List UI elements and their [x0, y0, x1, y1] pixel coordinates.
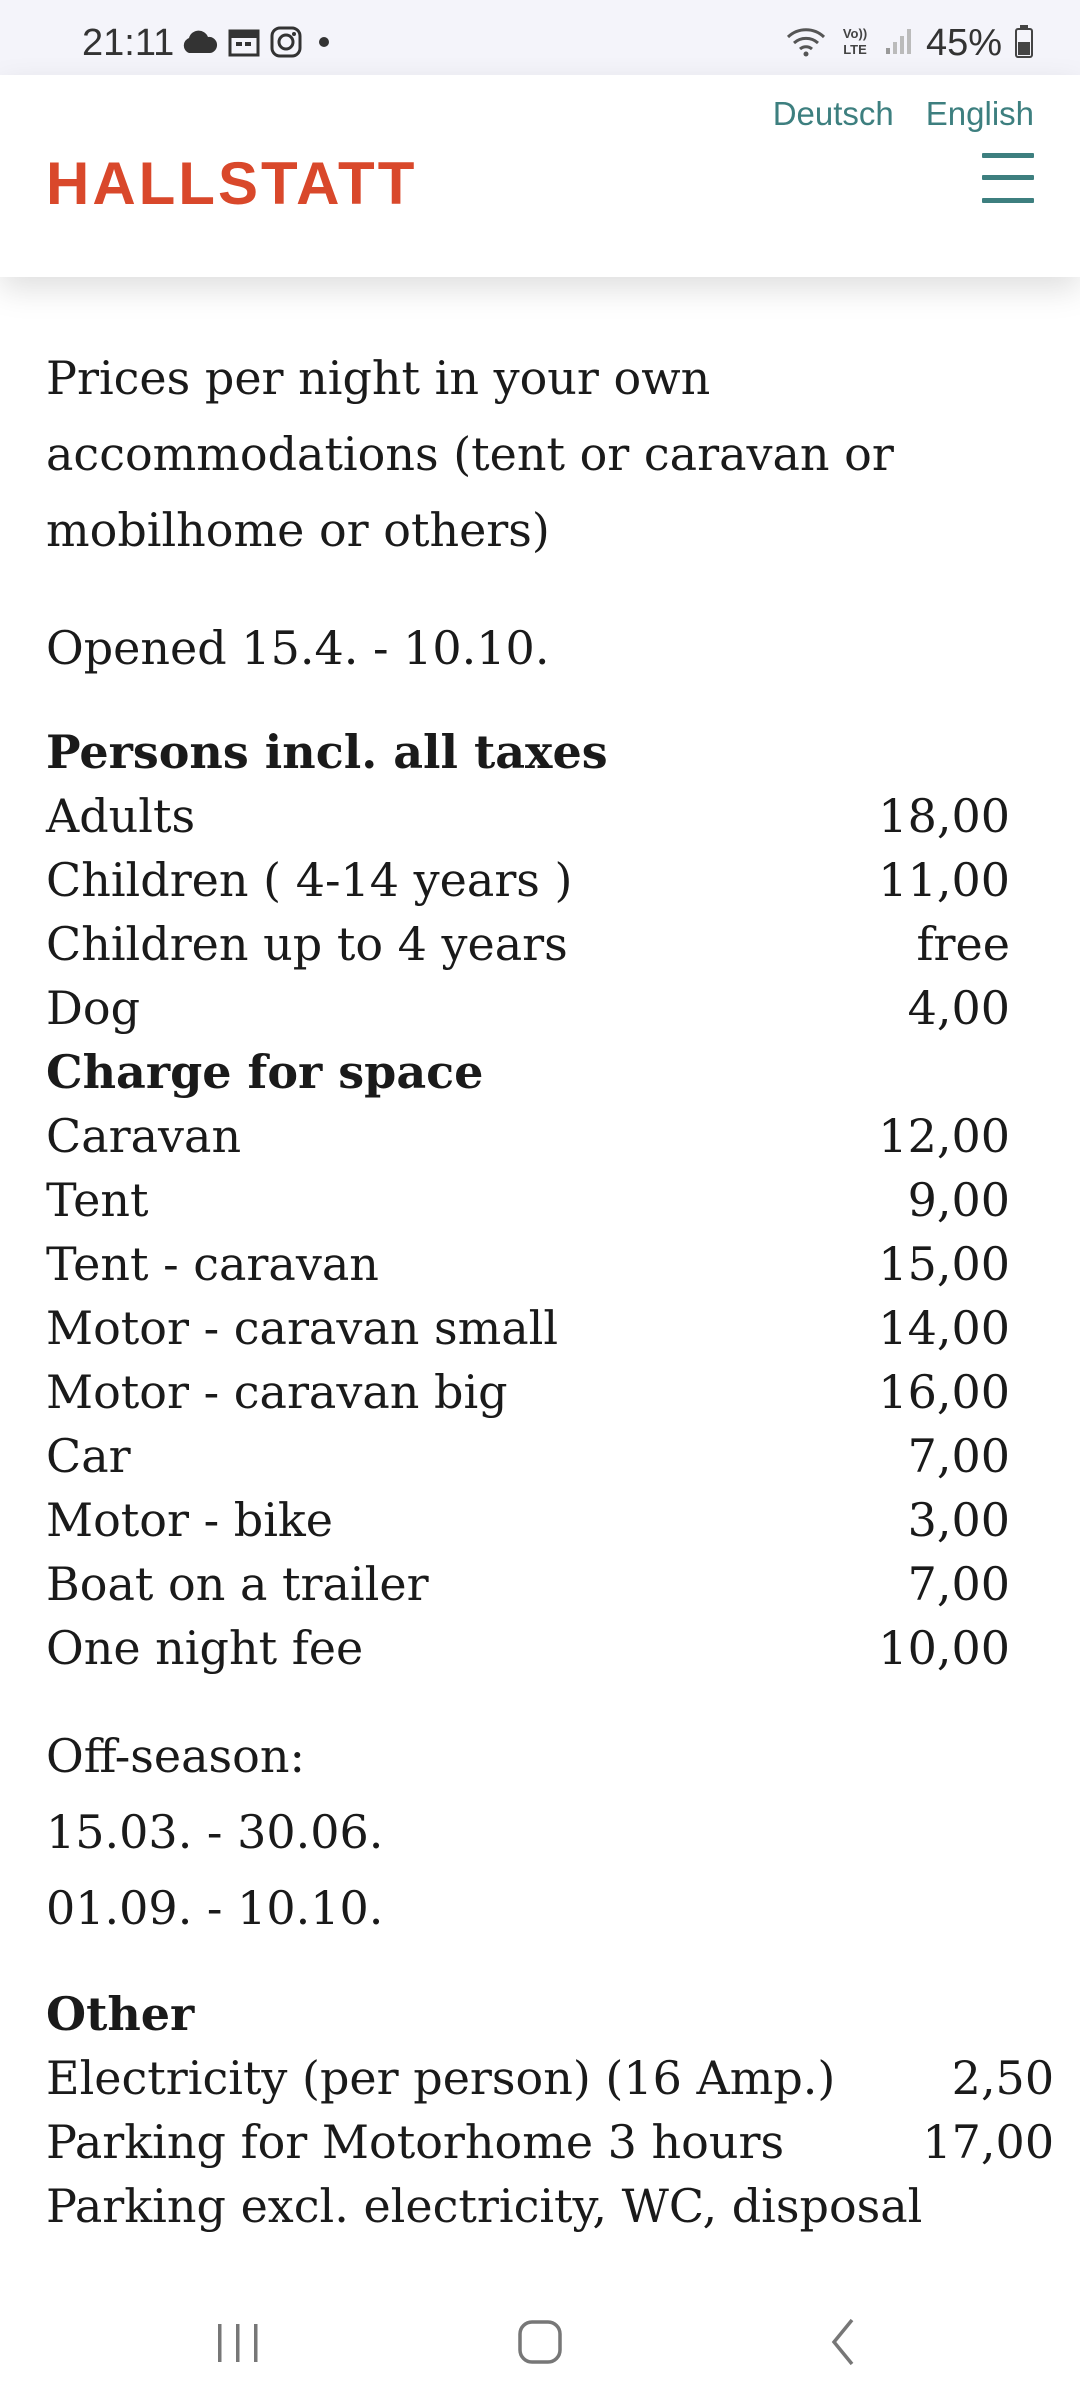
- price-row: [46, 784, 1010, 848]
- price-value: 18,00: [878, 789, 1010, 843]
- price-value: 7,00: [907, 1557, 1010, 1611]
- price-value: 4,00: [907, 981, 1010, 1035]
- status-bar: [0, 0, 1080, 75]
- price-label: Motor - caravan small: [46, 1301, 559, 1355]
- site-logo[interactable]: HALLSTATT: [46, 150, 418, 217]
- price-value: 15,00: [878, 1237, 1010, 1291]
- off-season-period: 01.09. - 10.10.: [46, 1881, 384, 1935]
- section-heading: Charge for space: [46, 1045, 484, 1099]
- volte-icon: [838, 24, 872, 63]
- svg-text:Vo)): Vo)): [842, 26, 868, 41]
- notification-icons: [180, 26, 336, 58]
- section-heading-row: [46, 1040, 1010, 1104]
- language-link-english[interactable]: English: [925, 95, 1034, 132]
- price-row: [46, 1360, 1010, 1424]
- price-value: 9,00: [907, 1173, 1010, 1227]
- recents-button[interactable]: [198, 2308, 278, 2368]
- price-row: [46, 848, 1010, 912]
- back-icon: [802, 2308, 882, 2368]
- price-label: One night fee: [46, 1621, 364, 1675]
- price-value: 7,00: [907, 1429, 1010, 1483]
- hamburger-icon: [982, 153, 1034, 158]
- svg-text:LTE: LTE: [843, 42, 867, 57]
- other-table: [46, 1982, 1054, 2238]
- price-row: [46, 1104, 1010, 1168]
- price-row: [46, 2174, 1054, 2238]
- site-header: [0, 75, 1080, 277]
- opening-period: Opened 15.4. - 10.10.: [46, 621, 550, 675]
- cloud-icon: [180, 29, 218, 55]
- price-label: Motor - caravan big: [46, 1365, 508, 1419]
- price-label: Adults: [46, 789, 196, 843]
- price-label: Parking excl. electricity, WC, disposal: [46, 2179, 923, 2233]
- wifi-icon: [786, 25, 826, 62]
- price-label: Boat on a trailer: [46, 1557, 429, 1611]
- price-label: Tent: [46, 1173, 149, 1227]
- calendar-icon: [228, 27, 260, 57]
- price-row: [46, 912, 1010, 976]
- back-button[interactable]: [802, 2308, 882, 2368]
- price-value: 3,00: [907, 1493, 1010, 1547]
- signal-icon: [884, 26, 914, 61]
- price-value: 17,00: [922, 2115, 1055, 2169]
- battery-percentage: 45%: [925, 22, 1002, 64]
- price-label: Electricity (per person) (16 Amp.): [46, 2051, 836, 2105]
- price-value: [922, 2174, 1054, 2238]
- price-value: 11,00: [878, 853, 1010, 907]
- price-label: Children up to 4 years: [46, 917, 568, 971]
- home-button[interactable]: [500, 2308, 580, 2368]
- navigation-bar: [0, 2268, 1080, 2400]
- price-row: [46, 2110, 1054, 2174]
- price-label: Dog: [46, 981, 141, 1035]
- price-value: 10,00: [878, 1621, 1010, 1675]
- price-row: [46, 1168, 1010, 1232]
- price-row: [46, 1488, 1010, 1552]
- price-row: [46, 1296, 1010, 1360]
- system-icons: [786, 22, 1034, 65]
- price-row: [46, 1552, 1010, 1616]
- price-label: Parking for Motorhome 3 hours: [46, 2115, 785, 2169]
- section-heading-row: [46, 720, 1010, 784]
- price-label: Children ( 4-14 years ): [46, 853, 573, 907]
- price-value: free: [916, 917, 1010, 971]
- intro-text: Prices per night in your own accommodations (tent or caravan or mobilhome or others): [46, 351, 894, 557]
- dot-icon: [312, 30, 336, 54]
- section-heading: Other: [46, 1987, 195, 2041]
- section-heading: Persons incl. all taxes: [46, 725, 608, 779]
- price-row: [46, 1424, 1010, 1488]
- price-label: Caravan: [46, 1109, 242, 1163]
- price-row: [46, 1232, 1010, 1296]
- battery-icon: [1014, 24, 1034, 63]
- main-content: [46, 340, 1055, 2238]
- price-row: [46, 976, 1010, 1040]
- home-icon: [500, 2308, 580, 2368]
- status-time: 21:11: [82, 22, 175, 64]
- language-link-deutsch[interactable]: Deutsch: [772, 95, 894, 132]
- instagram-icon: [270, 26, 302, 58]
- menu-button[interactable]: [982, 153, 1034, 203]
- hamburger-icon: [982, 175, 1034, 180]
- price-row: [46, 1616, 1010, 1680]
- price-label: Tent - caravan: [46, 1237, 379, 1291]
- price-value: 16,00: [878, 1365, 1010, 1419]
- language-switcher: [773, 95, 1034, 133]
- off-season: [46, 1718, 1034, 1946]
- recents-icon: [198, 2308, 278, 2368]
- off-season-title: Off-season:: [46, 1729, 305, 1783]
- price-value: 2,50: [951, 2051, 1055, 2105]
- hamburger-icon: [982, 198, 1034, 203]
- price-value: 14,00: [878, 1301, 1010, 1355]
- price-table: [46, 720, 1010, 1680]
- price-label: Motor - bike: [46, 1493, 334, 1547]
- price-value: 12,00: [878, 1109, 1010, 1163]
- price-row: [46, 2046, 1054, 2110]
- off-season-period: 15.03. - 30.06.: [46, 1805, 384, 1859]
- price-label: Car: [46, 1429, 131, 1483]
- section-heading-row: [46, 1982, 1054, 2046]
